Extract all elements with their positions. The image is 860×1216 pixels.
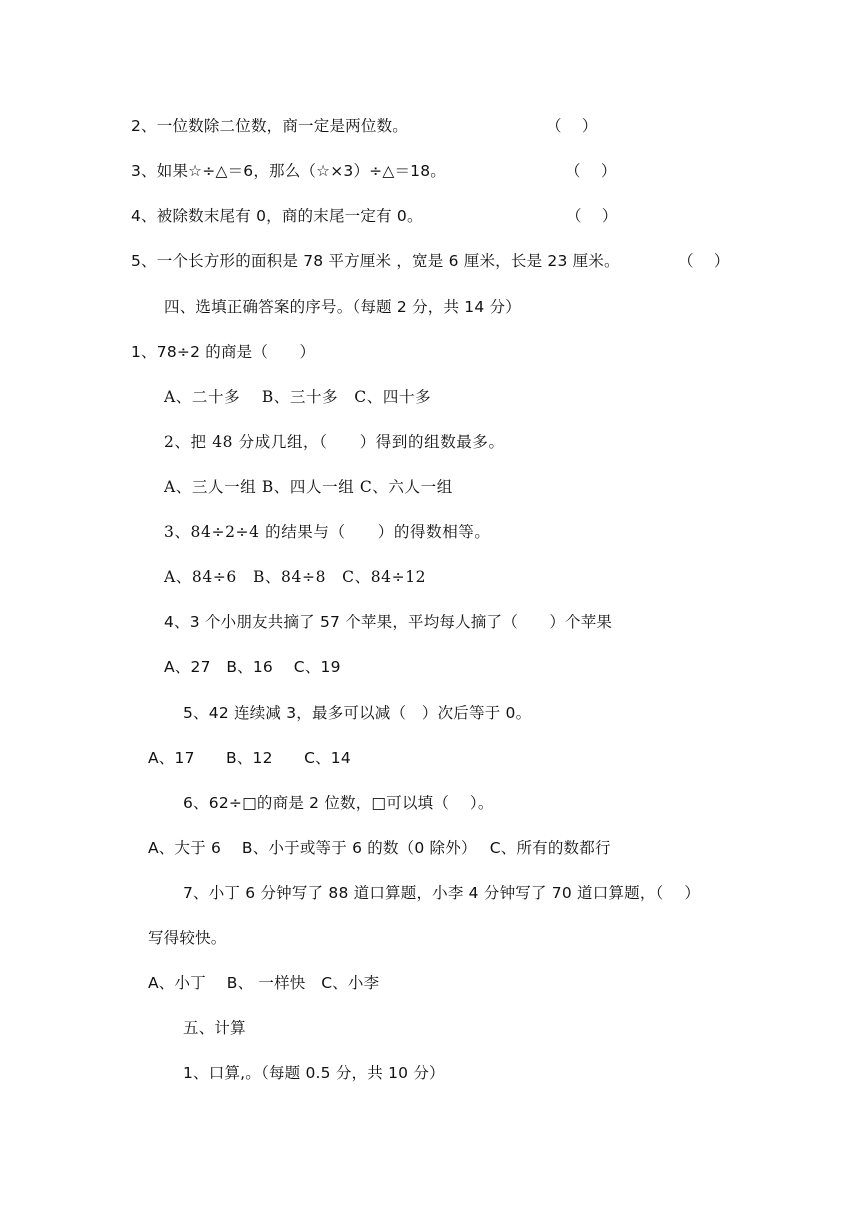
answer-blank: （ ） <box>678 252 730 270</box>
choice-options-2: A、三人一组 B、四人一组 C、六人一组 <box>164 478 453 496</box>
choice-options-3: A、84÷6 B、84÷8 C、84÷12 <box>164 568 427 586</box>
section-5-subheading: 1、口算,。（每题 0.5 分，共 10 分） <box>183 1064 445 1082</box>
choice-question-7: 7、小丁 6 分钟写了 88 道口算题，小李 4 分钟写了 70 道口算题，（ ） <box>183 884 701 902</box>
section-4-heading: 四、选填正确答案的序号。（每题 2 分，共 14 分） <box>164 298 521 316</box>
choice-options-4: A、27 B、16 C、19 <box>164 658 341 676</box>
choice-question-7-continued: 写得较快。 <box>148 929 227 947</box>
answer-blank: （ ） <box>566 207 618 225</box>
judge-question-2: 2、一位数除二位数，商一定是两位数。 <box>131 117 408 135</box>
choice-options-1: A、二十多 B、三十多 C、四十多 <box>164 388 432 406</box>
choice-question-2: 2、把 48 分成几组，（ ）得到的组数最多。 <box>164 433 505 451</box>
choice-question-6: 6、62÷□的商是 2 位数，□可以填（ ）。 <box>183 794 494 812</box>
choice-question-4: 4、3 个小朋友共摘了 57 个苹果，平均每人摘了（ ）个苹果 <box>164 613 613 631</box>
choice-options-7: A、小丁 B、 一样快 C、小李 <box>148 974 380 992</box>
judge-question-4: 4、被除数末尾有 0，商的末尾一定有 0。 <box>131 207 423 225</box>
judge-question-3: 3、如果☆÷△＝6，那么（☆×3）÷△＝18。 <box>131 162 447 180</box>
choice-question-5: 5、42 连续减 3，最多可以减（ ）次后等于 0。 <box>183 704 532 722</box>
choice-question-3: 3、84÷2÷4 的结果与（ ）的得数相等。 <box>164 523 491 541</box>
section-5-heading: 五、计算 <box>183 1019 246 1037</box>
judge-question-5: 5、一个长方形的面积是 78 平方厘米 ，宽是 6 厘米，长是 23 厘米。 <box>131 252 620 270</box>
answer-blank: （ ） <box>565 162 617 180</box>
answer-blank: （ ） <box>546 117 598 135</box>
choice-question-1: 1、78÷2 的商是（ ） <box>131 343 316 361</box>
choice-options-5: A、17 B、12 C、14 <box>148 749 351 767</box>
choice-options-6: A、大于 6 B、小于或等于 6 的数（0 除外） C、所有的数都行 <box>148 839 611 857</box>
